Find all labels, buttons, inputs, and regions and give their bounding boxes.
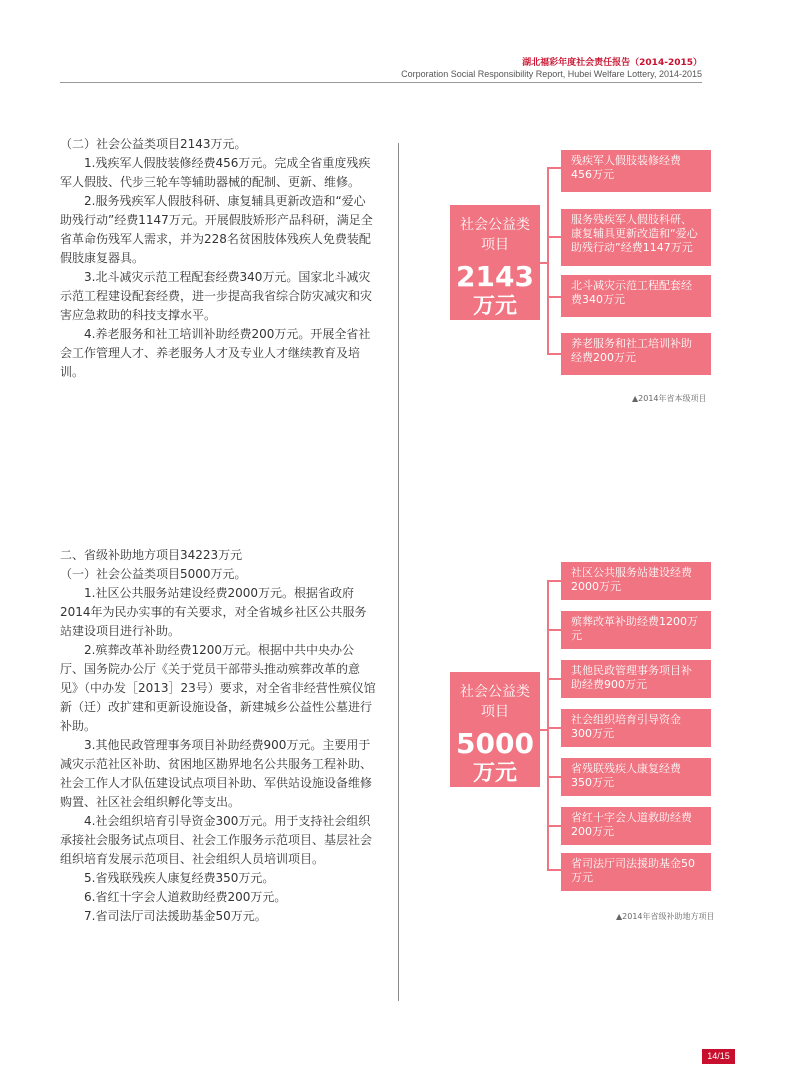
category-unit: 万元 — [472, 294, 517, 319]
connector-line — [547, 167, 549, 354]
section2-paragraph: 2.殡葬改革补助经费1200万元。根据中共中央办公厅、国务院办公厅《关于党员干部带头推动殡葬改革的意见》（中办发［2013］23号）要求，对全省非经营性殡仪馆新（迁）改扩建和更新设施设备，新建城乡公益性公墓进行补助。 — [60, 643, 376, 733]
section2-paragraph: 6.省红十字会人道救助经费200万元。 — [84, 890, 287, 904]
section1-paragraph: 1.残疾军人假肢装修经费456万元。完成全省重度残疾军人假肢、代步三轮车等辅助器械的配制、更新、维修。 — [60, 156, 371, 189]
category-unit: 万元 — [472, 761, 517, 786]
category-box — [450, 205, 540, 320]
report-subtitle: Corporation Social Responsibility Report, Hubei Welfare Lottery, 2014-2015 — [401, 69, 702, 79]
connector-line — [547, 678, 561, 680]
section2-paragraph: 1.社区公共服务站建设经费2000万元。根据省政府2014年为民办实事的有关要求，对全省城乡社区公共服务站建设项目进行补助。 — [60, 586, 367, 638]
connector-line — [547, 727, 561, 729]
section2-paragraph: 7.省司法厅司法援助基金50万元。 — [84, 909, 267, 923]
connector-line — [547, 167, 561, 169]
category-label: 项目 — [481, 237, 509, 253]
section1-paragraph: 3.北斗减灾示范工程配套经费340万元。国家北斗减灾示范工程建设配套经费，进一步提高我省综合防灾减灾和灾害应急救助的科技支撑水平。 — [60, 270, 373, 322]
item-box: 殡葬改革补助经费1200万元 — [561, 611, 711, 649]
item-box: 社会组织培育引导资金300万元 — [561, 709, 711, 747]
connector-line — [547, 580, 549, 871]
section2-paragraph: 3.其他民政管理事务项目补助经费900万元。主要用于减灾示范社区补助、贫困地区勘界地名公共服务工程补助、社会工作人才队伍建设试点项目补助、军供站设施设备维修购置、社区社会组织孵化等支出。 — [60, 738, 373, 809]
category-amount: 5000 — [456, 727, 534, 760]
section2-paragraph: 5.省残联残疾人康复经费350万元。 — [84, 871, 275, 885]
connector-line — [547, 869, 561, 871]
item-box: 社区公共服务站建设经费2000万元 — [561, 562, 711, 600]
header-rule — [60, 82, 702, 83]
item-box: 养老服务和社工培训补助经费200万元 — [561, 333, 711, 375]
section2-subheading: （一）社会公益类项目5000万元。 — [60, 567, 247, 581]
connector-line — [547, 236, 561, 238]
diagram-caption: ▲2014年省级补助地方项目 — [616, 912, 715, 921]
section1-paragraph: 2.服务残疾军人假肢科研、康复辅具更新改造和“爱心助残行动”经费1147万元。开展假肢矫形产品科研，满足全省革命伤残军人需求，并为228名贫困肢体残疾人免费装配假肢康复器具。 — [60, 194, 373, 265]
section2-paragraph: 4.社会组织培育引导资金300万元。用于支持社会组织承接社会服务试点项目、社会工作服务示范项目、基层社会组织培育发展示范项目、社会组织人员培训项目。 — [60, 814, 373, 866]
connector-line — [547, 629, 561, 631]
diagram-caption: ▲2014年省本级项目 — [632, 394, 707, 403]
item-box: 省红十字会人道救助经费200万元 — [561, 807, 711, 845]
item-box: 北斗减灾示范工程配套经费340万元 — [561, 275, 711, 317]
item-box: 省残联残疾人康复经费350万元 — [561, 758, 711, 796]
report-title: 湖北福彩年度社会责任报告（2014-2015） — [522, 58, 702, 68]
category-label: 项目 — [481, 704, 509, 720]
item-box: 残疾军人假肢装修经费456万元 — [561, 150, 711, 192]
column-divider — [398, 143, 399, 1001]
category-amount: 2143 — [456, 260, 534, 293]
connector-line — [547, 825, 561, 827]
connector-line — [547, 353, 561, 355]
item-box: 其他民政管理事务项目补助经费900万元 — [561, 660, 711, 698]
section1-text — [60, 135, 376, 382]
category-label: 社会公益类 — [460, 684, 530, 700]
category-label: 社会公益类 — [460, 217, 530, 233]
section2-text — [60, 546, 376, 926]
category-box — [450, 672, 540, 787]
item-box: 服务残疾军人假肢科研、康复辅具更新改造和“爱心助残行动”经费1147万元 — [561, 209, 711, 266]
connector-line — [547, 580, 561, 582]
connector-line — [547, 296, 561, 298]
item-box: 省司法厅司法援助基金50万元 — [561, 853, 711, 891]
connector-line — [547, 776, 561, 778]
page-number: 14/15 — [702, 1049, 735, 1064]
section2-heading: 二、省级补助地方项目34223万元 — [60, 548, 243, 562]
section1-heading: （二）社会公益类项目2143万元。 — [60, 137, 247, 151]
section1-paragraph: 4.养老服务和社工培训补助经费200万元。开展全省社会工作管理人才、养老服务人才及专业人才继续教育及培训。 — [60, 327, 371, 379]
